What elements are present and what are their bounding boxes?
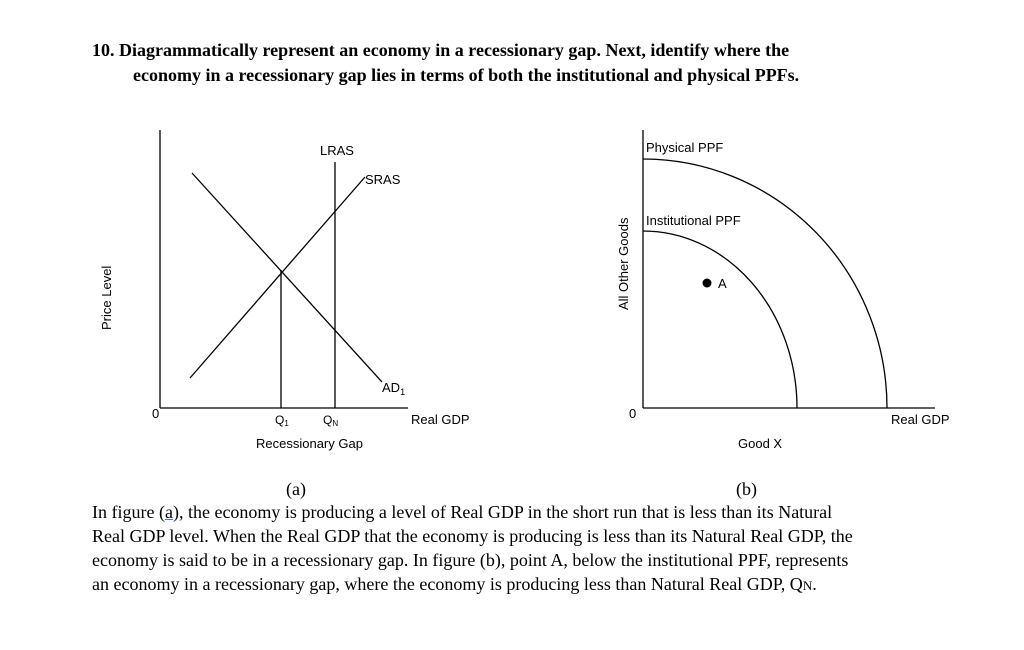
price-level-label: Price Level [99,265,114,330]
answer-line-2: Real GDP level. When the Real GDP that the economy is producing is less than its Natural Real GDP, the [92,526,853,546]
real-gdp-label-a: Real GDP [411,412,470,427]
answer-line-3: economy is said to be in a recessionary gap. In figure (b), point A, below the institutional PPF, represents [92,550,849,570]
ad1-line [192,173,382,382]
answer-line-1-pre: In figure ( [92,502,165,522]
answer-text [92,500,952,598]
lras-label: LRAS [320,143,354,158]
figure-a-caption: (a) [286,479,306,499]
figure-b-caption: (b) [736,479,757,499]
question-line-1-text: Diagrammatically represent an economy in a recessionary gap. Next, identify where the [119,40,790,60]
qn-label [323,413,338,428]
answer-line-1-post: ), the economy is producing a level of Real GDP in the short run that is less than its Natural [172,502,833,522]
origin-label-a: 0 [152,406,160,421]
q1-label-text: Q [275,413,285,427]
figure-a-link[interactable]: a [164,502,173,522]
physical-ppf-label: Physical PPF [646,140,724,155]
answer-line-4-pre: an economy in a recessionary gap, where the economy is producing less than Natural Real GDP, Q [92,574,803,594]
good-x-label: Good X [738,436,783,451]
q1-subscript: 1 [284,419,289,428]
q1-label [275,413,289,428]
answer-line-1 [92,500,952,524]
question-number: 10. [92,40,115,60]
ad-subscript: 1 [400,387,406,397]
ad1-label [382,380,405,397]
recessionary-gap-label: Recessionary Gap [256,436,363,451]
real-gdp-label-b: Real GDP [891,412,950,427]
sras-line [190,177,365,378]
point-a-label: A [718,276,727,291]
institutional-ppf-label: Institutional PPF [646,213,741,228]
sras-label: SRAS [365,172,401,187]
all-other-goods-label: All Other Goods [616,217,631,310]
qn-label-text: Q [323,413,333,427]
figure-b [616,130,950,451]
question-line-2: economy in a recessionary gap lies in terms of both the institutional and physical PPFs. [133,65,800,85]
answer-line-4-post: . [812,574,817,594]
institutional-ppf-curve [643,231,797,408]
physical-ppf-curve [643,159,887,408]
qn-subscript: N [332,419,339,428]
answer-line-4 [92,572,952,598]
figure-a [99,130,470,451]
point-a-marker [703,279,712,288]
ad-label-text: AD [382,380,401,395]
qn-subscript-answer: N [802,578,813,593]
origin-label-b: 0 [629,406,637,421]
